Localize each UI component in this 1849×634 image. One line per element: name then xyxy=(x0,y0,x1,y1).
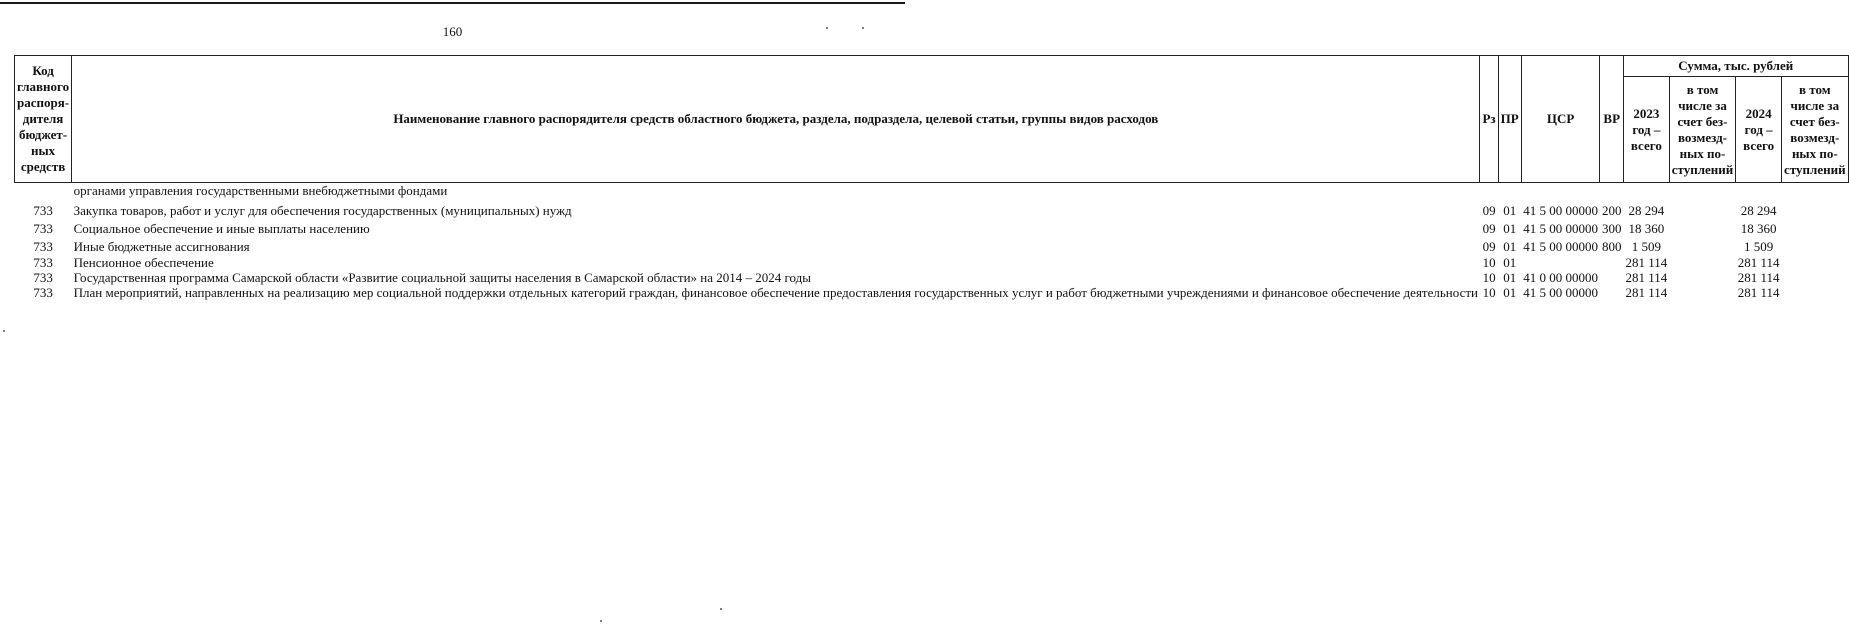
cell-sum-2023: 281 114 xyxy=(1625,270,1668,285)
cell-vr: 800 xyxy=(1601,239,1622,254)
table-row xyxy=(15,221,1849,239)
header-2024-free: в том числе за счет без-возмезд-ных по-ступлений xyxy=(1782,77,1849,183)
scan-speck xyxy=(600,620,602,622)
cell-free-2023 xyxy=(1669,255,1736,270)
cell-free-2023 xyxy=(1669,203,1736,221)
cell-csr: 41 5 00 00000 xyxy=(1523,221,1598,236)
header-rz: Рз xyxy=(1480,56,1498,183)
cell-pr: 01 xyxy=(1503,221,1517,236)
header-name: Наименование главного распорядителя средств областного бюджета, раздела, подраздела, целевой статьи, группы видов расходов xyxy=(72,56,1480,183)
cell-sum-2023: 281 114 xyxy=(1625,285,1668,300)
cell-rz: 09 xyxy=(1482,239,1496,254)
cell-free-2024 xyxy=(1782,203,1849,221)
cell-code: 733 xyxy=(33,270,53,285)
cell-name: Пенсионное обеспечение xyxy=(73,255,214,270)
cell-vr xyxy=(1600,270,1624,285)
cell-name: Государственная программа Самарской области «Развитие социальной защиты населения в Самарской области» на 2014 – 2024 годы xyxy=(73,270,812,285)
cell-pr: 01 xyxy=(1503,255,1517,270)
cell-csr: 41 5 00 00000 xyxy=(1523,239,1598,254)
cell-rz: 09 xyxy=(1482,203,1496,218)
cell-sum-2023: 28 294 xyxy=(1628,203,1665,218)
table-header xyxy=(15,56,1849,183)
cell-free-2024 xyxy=(1782,221,1849,239)
cell-rz: 10 xyxy=(1482,270,1496,285)
cell-sum-2023: 18 360 xyxy=(1628,221,1665,236)
cell-rz: 10 xyxy=(1482,255,1496,270)
cell-free-2023 xyxy=(1669,221,1736,239)
cell-code: 733 xyxy=(33,239,53,254)
cell-code: 733 xyxy=(33,203,53,218)
cell-vr xyxy=(1600,255,1624,270)
table-row xyxy=(15,270,1849,285)
cell-free-2023 xyxy=(1669,285,1736,303)
scan-speck xyxy=(862,27,864,29)
cell-sum-2024: 1 509 xyxy=(1744,239,1774,254)
cell-free-2023 xyxy=(1669,270,1736,285)
cell-free-2023 xyxy=(1669,183,1736,204)
cell-csr xyxy=(1521,255,1600,270)
cell-code: 733 xyxy=(33,221,53,236)
cell-sum-2023 xyxy=(1623,183,1669,204)
cell-sum-2024: 281 114 xyxy=(1737,255,1780,270)
table-body xyxy=(15,183,1849,304)
cell-free-2024 xyxy=(1782,239,1849,255)
table-row xyxy=(15,239,1849,255)
table-row xyxy=(15,285,1849,303)
cell-name: Иные бюджетные ассигнования xyxy=(73,239,250,254)
cell-sum-2024: 28 294 xyxy=(1740,203,1777,218)
header-vr: ВР xyxy=(1600,56,1624,183)
cell-name: Социальное обеспечение и иные выплаты населению xyxy=(73,221,370,236)
cell-code: 733 xyxy=(33,255,53,270)
cell-pr: 01 xyxy=(1503,270,1517,285)
cell-vr xyxy=(1600,183,1624,204)
cell-name: Закупка товаров, работ и услуг для обеспечения государственных (муниципальных) нужд xyxy=(73,203,572,218)
scan-speck xyxy=(3,330,5,332)
budget-table xyxy=(14,55,1849,303)
cell-code: 733 xyxy=(33,285,53,300)
header-csr: ЦСР xyxy=(1521,56,1600,183)
cell-csr: 41 5 00 00000 xyxy=(1523,285,1598,300)
table-row xyxy=(15,183,1849,204)
cell-pr: 01 xyxy=(1503,239,1517,254)
header-2023-total: 2023 год – всего xyxy=(1623,77,1669,183)
cell-pr xyxy=(1498,183,1521,204)
cell-sum-2024: 18 360 xyxy=(1740,221,1777,236)
cell-csr: 41 0 00 00000 xyxy=(1523,270,1598,285)
table-row xyxy=(15,255,1849,270)
cell-csr xyxy=(1521,183,1600,204)
cell-name: органами управления государственными внебюджетными фондами xyxy=(73,183,448,198)
cell-name: План мероприятий, направленных на реализацию мер социальной поддержки отдельных категорий граждан, финансовое обеспечение предоставления государственных услуг и работ бюджетными учреждениями и финансовое обеспечение деятельности xyxy=(73,285,1478,300)
cell-rz xyxy=(1480,183,1498,204)
cell-sum-2024 xyxy=(1736,183,1782,204)
header-2024-total: 2024 год – всего xyxy=(1736,77,1782,183)
cell-vr: 200 xyxy=(1601,203,1622,218)
table-row xyxy=(15,203,1849,221)
cell-sum-2023: 281 114 xyxy=(1625,255,1668,270)
cell-pr: 01 xyxy=(1503,203,1517,218)
cell-csr: 41 5 00 00000 xyxy=(1523,203,1598,218)
top-rule xyxy=(0,2,905,4)
cell-vr xyxy=(1600,285,1624,303)
header-pr: ПР xyxy=(1498,56,1521,183)
scan-speck xyxy=(826,27,828,29)
scan-speck xyxy=(720,608,722,610)
cell-rz: 09 xyxy=(1482,221,1496,236)
cell-free-2023 xyxy=(1669,239,1736,255)
cell-rz: 10 xyxy=(1482,285,1496,300)
header-code: Код главного распоря-дителя бюджет-ных средств xyxy=(15,56,72,183)
cell-sum-2024: 281 114 xyxy=(1737,270,1780,285)
cell-sum-2023: 1 509 xyxy=(1631,239,1661,254)
cell-free-2024 xyxy=(1782,270,1849,285)
cell-free-2024 xyxy=(1782,285,1849,303)
cell-pr: 01 xyxy=(1503,285,1517,300)
cell-sum-2024: 281 114 xyxy=(1737,285,1780,300)
cell-code xyxy=(15,183,72,204)
header-2023-free: в том числе за счет без-возмезд-ных по-ступлений xyxy=(1669,77,1736,183)
cell-free-2024 xyxy=(1782,255,1849,270)
cell-free-2024 xyxy=(1782,183,1849,204)
page-number: 160 xyxy=(442,24,463,39)
cell-vr: 300 xyxy=(1601,221,1622,236)
header-sum-group: Сумма, тыс. рублей xyxy=(1623,56,1848,77)
